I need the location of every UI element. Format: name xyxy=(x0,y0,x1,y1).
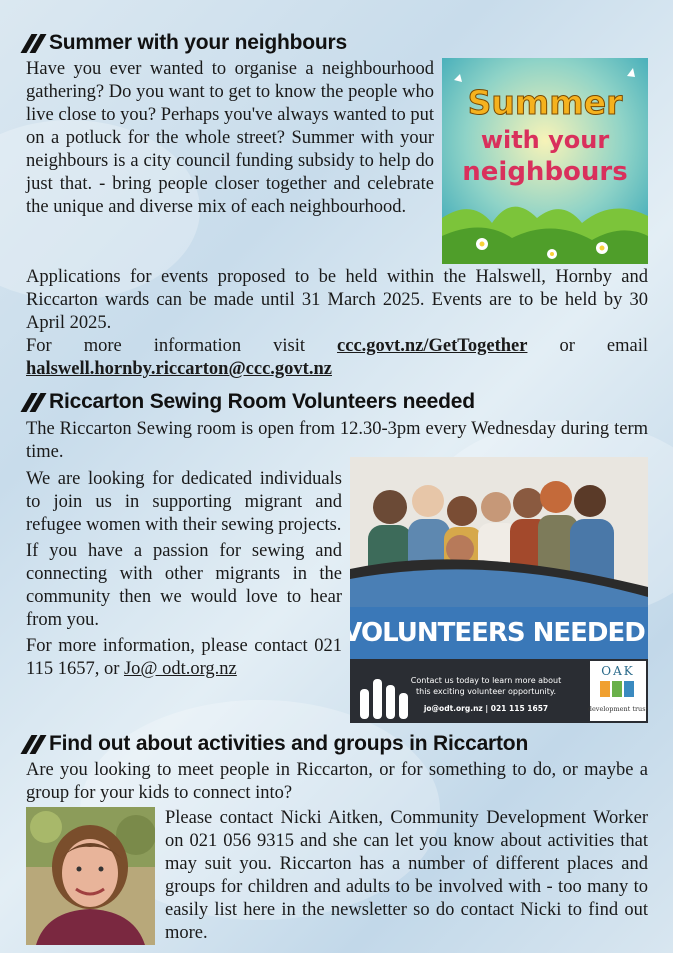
nicki-portrait-photo xyxy=(26,807,155,945)
odt-email-link[interactable]: Jo@ odt.org.nz xyxy=(123,659,237,679)
section-heading-sewing xyxy=(26,389,648,415)
activities-question-paragraph: Are you looking to meet people in Riccarton, or for something to do, or maybe a group for your kids to connect into? xyxy=(26,760,648,803)
volunteers-looking-paragraph: We are looking for dedicated individuals to join us in supporting migrant and refugee women with their sewing projects. xyxy=(26,469,342,535)
email-paragraph xyxy=(26,358,648,381)
volunteers-needed-image xyxy=(350,457,648,723)
section-heading-summer xyxy=(26,30,648,56)
summer-neighbours-image xyxy=(442,58,648,264)
heading-text: Summer with your neighbours xyxy=(49,31,347,54)
double-slash-icon xyxy=(26,393,41,412)
contact-prefix: For more information, please contact 021 115 1657, or xyxy=(26,636,342,679)
double-slash-icon xyxy=(26,34,41,53)
applications-paragraph: Applications for events proposed to be held within the Halswell, Hornby and Riccarton wards can be made until 31 March 2025. Events are to be held by 30 April 2025. xyxy=(26,267,648,333)
more-info-paragraph xyxy=(26,335,648,358)
image-title-line3: neighbours xyxy=(462,157,628,187)
oak-logo-subtext: development trust xyxy=(587,705,648,713)
summer-intro-paragraph: Have you ever wanted to organise a neighbourhood gathering? Do you want to get to know the people who live close to you? Perhaps you've always wanted to put on a potluck for the whole street? Summer with your neighbours is a city council funding subsidy to help do just that. - bring people closer together and celebrate the unique and diverse mix of each neighbourhood. xyxy=(26,59,434,217)
oak-tree-icon xyxy=(600,681,634,697)
image-title-line1: Summer xyxy=(467,83,623,122)
oak-logo-text: OAK xyxy=(601,664,635,678)
get-together-link[interactable]: ccc.govt.nz/GetTogether xyxy=(337,336,528,356)
heading-text: Riccarton Sewing Room Volunteers needed xyxy=(49,390,475,413)
more-info-or: or email xyxy=(559,336,649,356)
more-info-prefix: For more information visit xyxy=(26,336,305,356)
double-slash-icon xyxy=(26,735,41,754)
council-email-link[interactable]: halswell.hornby.riccarton@ccc.govt.nz xyxy=(26,359,332,379)
heading-text: Find out about activities and groups in Riccarton xyxy=(49,732,529,755)
image-caption-line2: this exciting volunteer opportunity. xyxy=(416,687,556,696)
image-title-line2: with your xyxy=(480,126,610,154)
section-heading-activities xyxy=(26,731,648,757)
passion-paragraph: If you have a passion for sewing and connecting with other migrants in the community then we would love to hear from you. xyxy=(26,541,342,630)
volunteers-banner-text: VOLUNTEERS NEEDED! xyxy=(350,618,648,648)
newsletter-page xyxy=(26,28,648,945)
contact-nicki-paragraph: Please contact Nicki Aitken, Community Development Worker on 021 056 9315 and she can let you know about activities that may suit you. Riccarton has a number of different places and groups for children and adults to be involved with - too many to easily list here in the newsletter so do contact Nicki to find out more. xyxy=(165,808,648,943)
image-contact-text: jo@odt.org.nz | 021 115 1657 xyxy=(423,704,549,713)
image-caption-line1: Contact us today to learn more about xyxy=(410,676,562,685)
sewing-hours-paragraph: The Riccarton Sewing room is open from 12.30-3pm every Wednesday during term time. xyxy=(26,419,648,462)
